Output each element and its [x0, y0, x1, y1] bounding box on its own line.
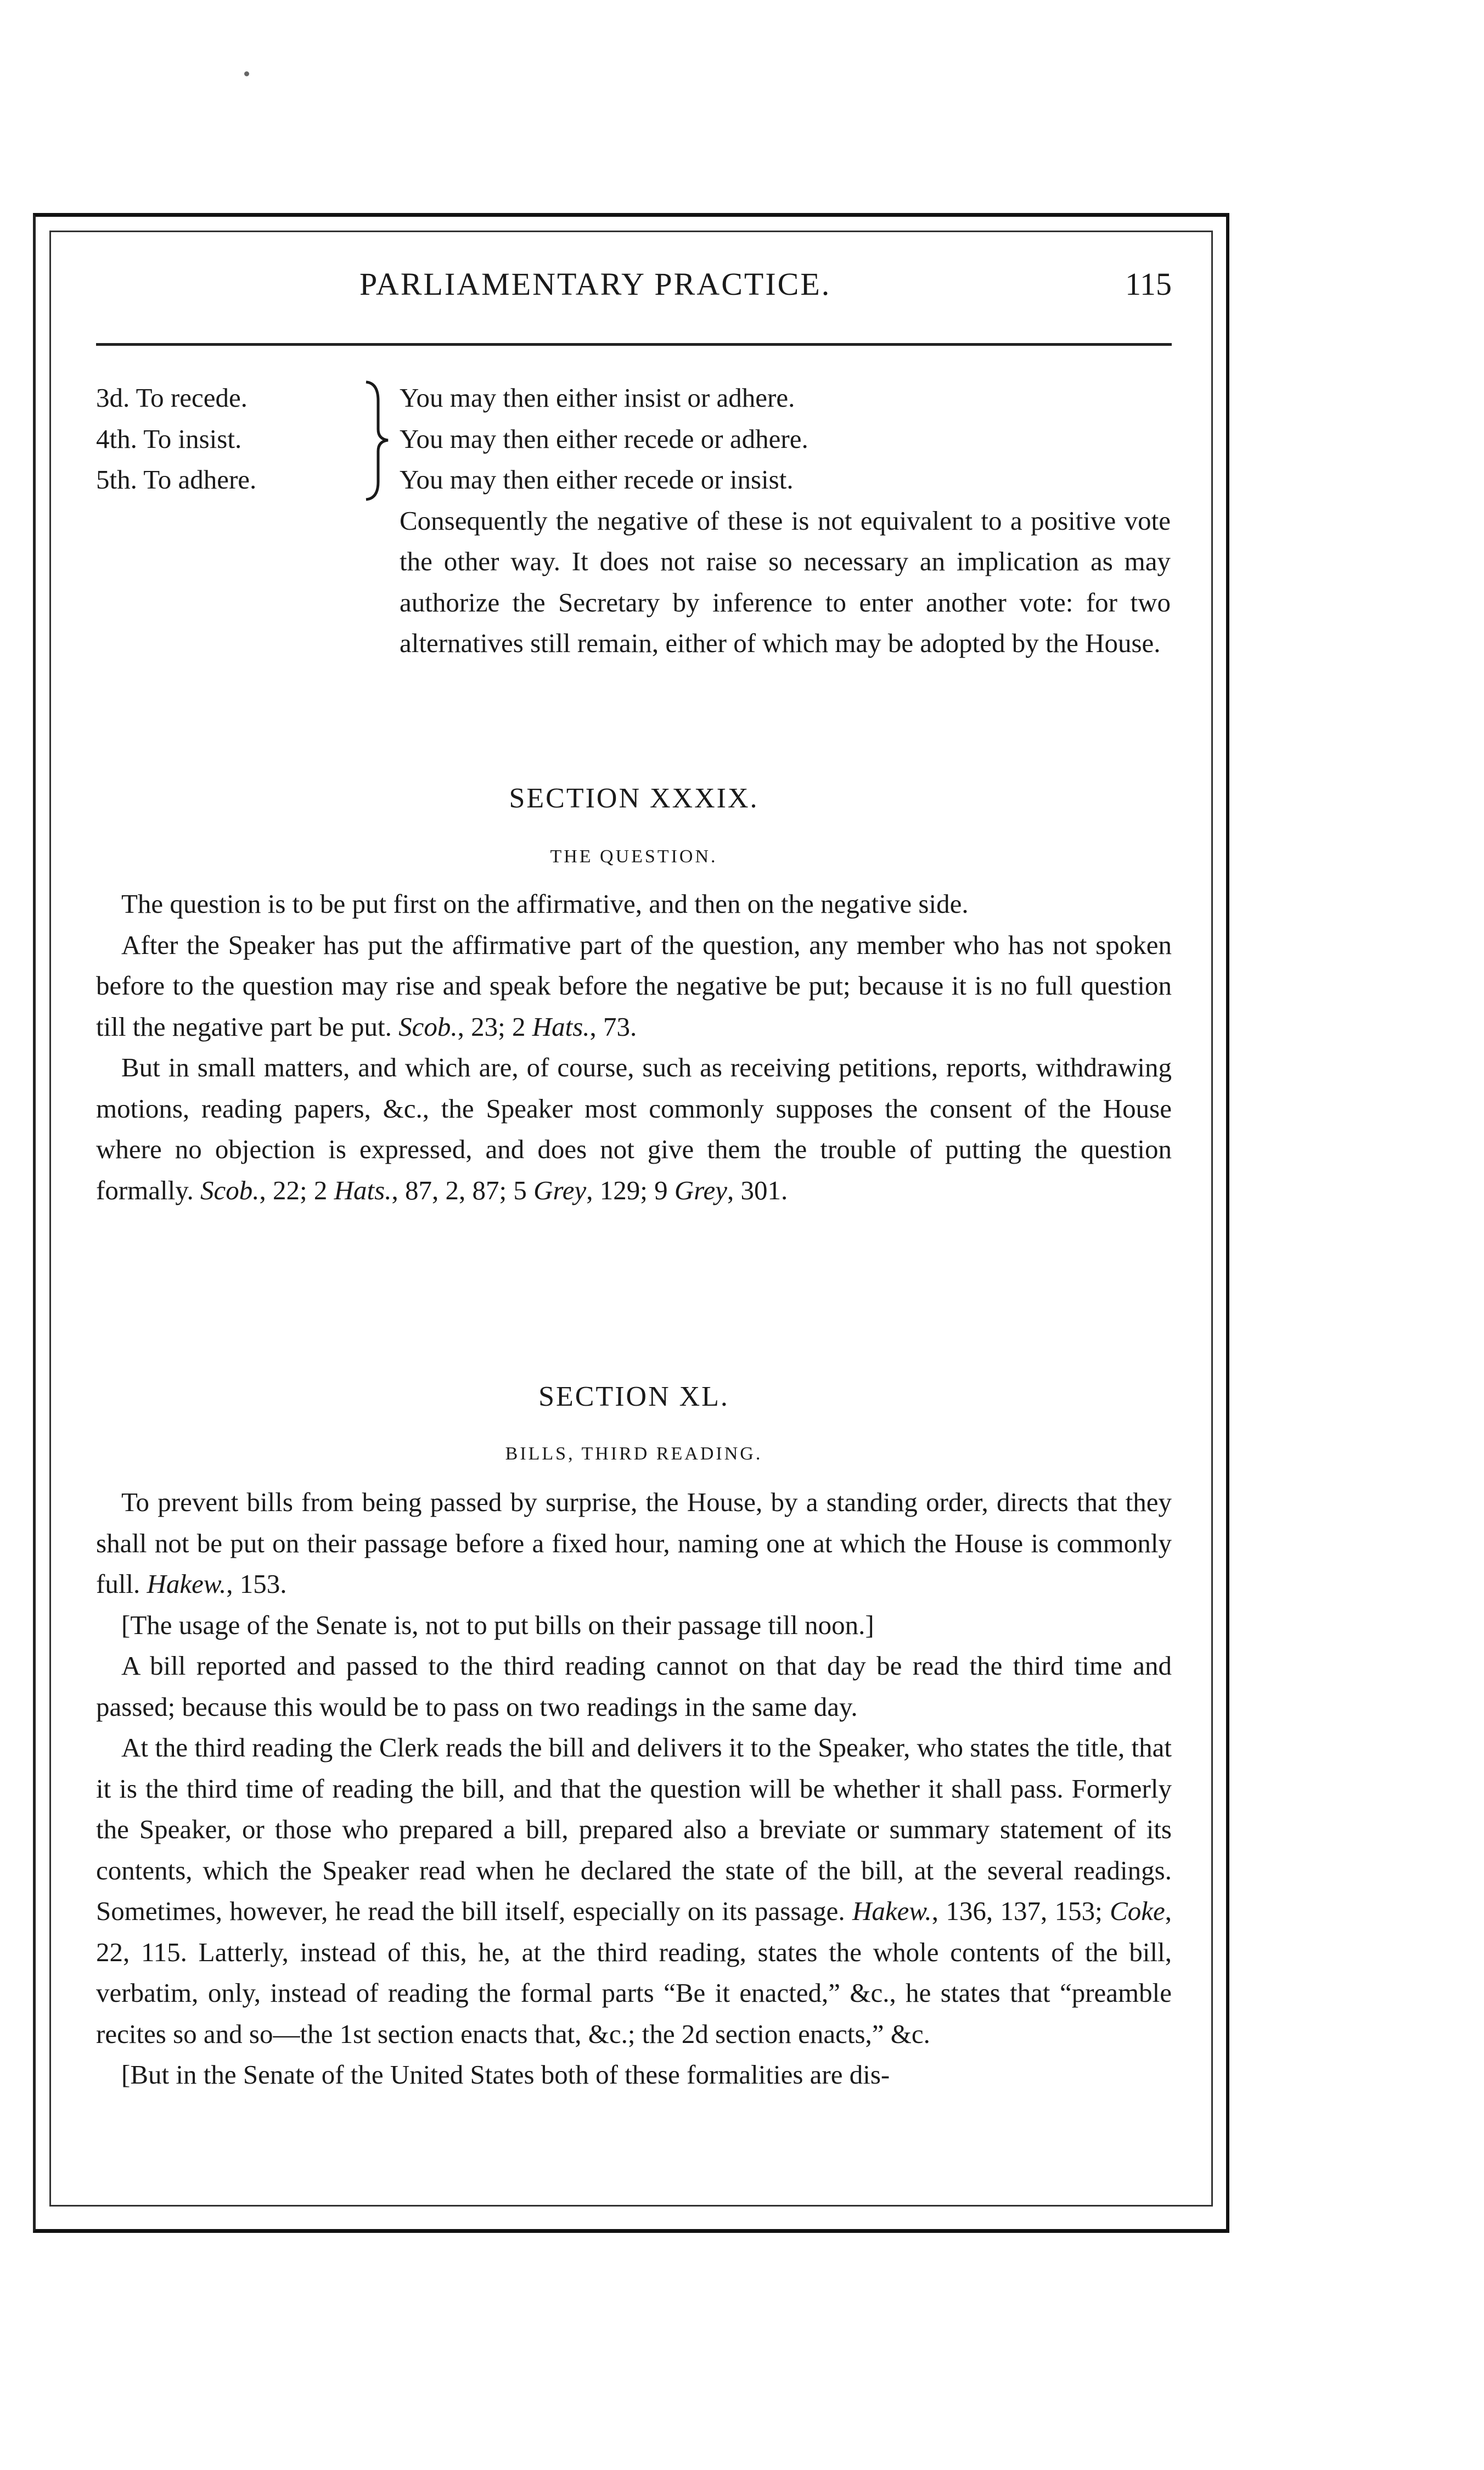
- paragraph: [But in the Senate of the United States both of these formalities are dis-: [121, 2059, 890, 2090]
- curly-brace: [359, 379, 392, 502]
- motion-effect: You may then either recede or insist.: [400, 464, 794, 495]
- citation: Hats.: [532, 1011, 590, 1042]
- motions-effects: [400, 378, 1171, 664]
- section-39-body: [96, 884, 1172, 1211]
- paragraph: To prevent bills from being passed by surprise, the House, by a standing order, directs that they shall not be put on their passage before a fixed hour, naming one at which the House is commonly full. Hakew., 153.: [96, 1487, 1172, 1599]
- paragraph: After the Speaker has put the affirmative part of the question, any member who has not spoken before to the question may rise and speak before the negative be put; because it is no full question till the negative part be put. Scob., 23; 2 Hats., 73.: [96, 929, 1172, 1042]
- motions-list: [96, 378, 359, 501]
- paragraph: A bill reported and passed to the third reading cannot on that day be read the third time and passed; because this would be to pass on two readings in the same day.: [96, 1651, 1172, 1722]
- citation: Scob.: [200, 1175, 260, 1205]
- paragraph: At the third reading the Clerk reads the bill and delivers it to the Speaker, who states the title, that it is the third time of reading the bill, and that the question will be whether it shall pass. Formerly the Speaker, or those who prepared a bill, prepared also a breviate or summary statement of its contents, which the Speaker read when he declared the state of the bill, at the several readings. Sometimes, however, he read the bill itself, especially on its passage. Hakew., 136, 137, 153; Coke, 22, 115. Latterly, instead of this, he, at the third reading, states the whole contents of the bill, verbatim, only, instead of reading the formal parts “Be it enacted,” &c., he states that “preamble recites so and so—the 1st section enacts that, &c.; the 2d section enacts,” &c.: [96, 1732, 1172, 2049]
- citation: Hakew.: [852, 1896, 932, 1926]
- motion-item: 4th. To insist.: [96, 423, 242, 454]
- paragraph: But in small matters, and which are, of course, such as receiving petitions, reports, withdrawing motions, reading papers, &c., the Speaker most commonly supposes the consent of the House where no objection is expressed, and does not give them the trouble of putting the question formally. Scob., 22; 2 Hats., 87, 2, 87; 5 Grey, 129; 9 Grey, 301.: [96, 1052, 1172, 1205]
- running-head: PARLIAMENTARY PRACTICE.: [359, 266, 831, 302]
- motion-item: 3d. To recede.: [96, 383, 248, 413]
- page-header: [96, 262, 1172, 306]
- citation: Scob.: [398, 1011, 458, 1042]
- citation: Grey: [533, 1175, 587, 1205]
- section-heading: SECTION XXXIX.: [509, 783, 759, 814]
- header-rule: [96, 343, 1172, 346]
- paragraph: The question is to be put first on the affirmative, and then on the negative side.: [121, 889, 969, 919]
- citation: Grey: [674, 1175, 728, 1205]
- section-subheading: THE QUESTION.: [550, 846, 718, 867]
- motion-effect: You may then either insist or adhere.: [400, 383, 795, 413]
- motions-continuation: Consequently the negative of these is not equivalent to a positive vote the other way. It does not raise so necessary an implication as may authorize the Secretary by inference to enter another vote: for two alternatives still remain, either of which may be adopted by the House.: [400, 505, 1171, 658]
- page-number: 115: [1125, 266, 1172, 302]
- section-subheading: BILLS, THIRD READING.: [505, 1444, 763, 1464]
- stray-ink-dot: [244, 71, 249, 76]
- motion-item: 5th. To adhere.: [96, 464, 257, 495]
- motion-effect: You may then either recede or adhere.: [400, 423, 808, 454]
- paragraph: [The usage of the Senate is, not to put bills on their passage till noon.]: [121, 1609, 874, 1640]
- citation: Hakew.: [147, 1569, 227, 1599]
- citation: Coke: [1110, 1896, 1165, 1926]
- citation: Hats.: [334, 1175, 392, 1205]
- section-heading: SECTION XL.: [538, 1381, 729, 1412]
- section-40-body: [96, 1482, 1172, 2096]
